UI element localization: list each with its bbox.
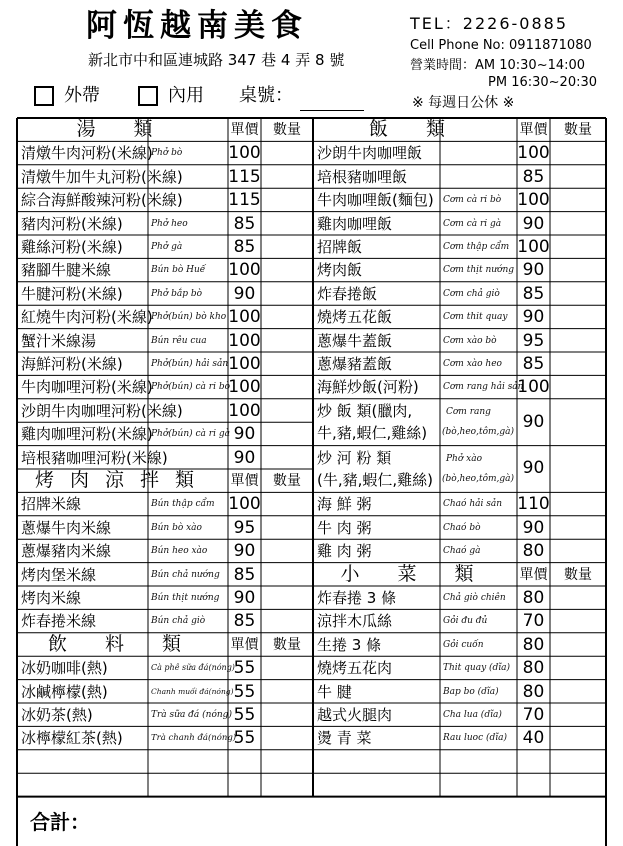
porridge-item-qty[interactable] xyxy=(550,539,606,562)
soup-item-qty[interactable] xyxy=(261,446,313,469)
cold-noodle-item-viet: Bún thập cẩm xyxy=(151,499,215,510)
soup-item-name: 綜合海鮮酸辣河粉(米線) xyxy=(21,191,183,210)
rice-item-name: 雞肉咖哩飯 xyxy=(317,214,393,233)
cold-noodle-item-qty[interactable] xyxy=(261,539,313,562)
porridge-item-price: 110 xyxy=(517,494,550,515)
soup-item-viet: Phở bò xyxy=(151,148,183,159)
rice-item-price: 90 xyxy=(522,307,545,328)
rice-item-qty[interactable] xyxy=(550,165,606,188)
soup-item-price: 100 xyxy=(228,354,261,374)
rice-section-quantity: 數量 xyxy=(564,122,592,138)
side-dish-item-qty[interactable] xyxy=(550,656,606,679)
fried-mix-viet-line2: (bò,heo,tôm,gà) xyxy=(442,474,515,484)
side-dish-item-price: 70 xyxy=(522,705,545,725)
rice-item-name: 沙朗牛肉咖哩飯 xyxy=(317,144,423,163)
soup-item-qty[interactable] xyxy=(261,422,313,445)
rice-item-viet: Cơm rang hải sản xyxy=(443,382,524,393)
rice-item-qty[interactable] xyxy=(550,258,606,281)
rice-item-price: 85 xyxy=(522,354,545,374)
soup-item-name: 沙朗牛肉咖哩河粉(米線) xyxy=(21,401,183,420)
soup-item-name: 雞絲河粉(米線) xyxy=(21,238,123,256)
soup-item-name: 牛肉咖哩河粉(米線) xyxy=(21,378,153,397)
rice-item-name: 牛肉咖哩飯(麵包) xyxy=(317,191,434,210)
takeout-label: 外帶 xyxy=(64,85,100,106)
drink-item-price: 55 xyxy=(233,728,256,749)
soup-item-qty[interactable] xyxy=(261,329,313,352)
side-dish-item-qty[interactable] xyxy=(550,703,606,726)
soup-item-price: 115 xyxy=(228,190,261,211)
opening-hours-am: 營業時間：AM 10:30~14:00 xyxy=(410,58,586,73)
rice-item-viet: Cơm thịt nướng xyxy=(443,265,515,276)
rice-item-name: 培根豬咖哩飯 xyxy=(317,167,408,186)
drink-item-name: 冰奶茶(熱) xyxy=(21,706,93,724)
rice-item-name: 海鮮炒飯(河粉) xyxy=(317,378,419,397)
soup-item-viet: Bún rêu cua xyxy=(151,335,207,346)
cold-noodle-item-name: 招牌米線 xyxy=(21,495,82,514)
soup-item-qty[interactable] xyxy=(261,258,313,281)
cold-noodle-item-name: 炸春捲米線 xyxy=(21,612,97,631)
rice-item-viet: Cơm thit quay xyxy=(443,312,508,323)
rice-item-qty[interactable] xyxy=(550,188,606,211)
cold-noodle-item-viet: Bún chả giò xyxy=(151,616,206,627)
soup-item-viet: Phở bắp bò xyxy=(151,288,203,299)
rice-item-qty[interactable] xyxy=(550,282,606,305)
telephone: TEL：2226-0885 xyxy=(410,14,569,33)
side-dish-item-viet: Cha lua (dĩa) xyxy=(443,710,502,720)
cold-noodle-section-unit-price: 單價 xyxy=(230,473,259,489)
fried-mix-viet-line1: Phở xào xyxy=(446,453,482,464)
fried-mix-name-line2: (牛,豬,蝦仁,雞絲) xyxy=(317,471,434,489)
cold-noodle-section-quantity: 數量 xyxy=(273,473,301,489)
rice-item-price: 100 xyxy=(517,190,550,211)
soup-item-viet: Bún bò Huế xyxy=(151,265,206,276)
rice-item-name: 炸春捲飯 xyxy=(317,284,378,303)
cold-noodle-item-qty[interactable] xyxy=(261,586,313,609)
soup-section-unit-price: 單價 xyxy=(230,122,259,138)
soup-item-price: 100 xyxy=(228,143,261,164)
drink-item-price: 55 xyxy=(233,658,256,679)
side-dish-section-quantity: 數量 xyxy=(564,566,592,583)
drink-item-name: 冰鹹檸檬(熱) xyxy=(21,682,108,701)
side-dish-item-name: 燒烤五花肉 xyxy=(317,659,393,678)
cold-noodle-item-viet: Bún chả nướng xyxy=(151,569,220,580)
rice-item-price: 100 xyxy=(517,143,550,164)
total-label: 合計： xyxy=(30,810,90,834)
side-dish-item-viet: Rau luoc (dĩa) xyxy=(443,733,508,744)
rice-section-unit-price: 單價 xyxy=(519,122,548,138)
cold-noodle-item-price: 95 xyxy=(233,517,256,538)
cold-noodle-item-viet: Bún bò xào xyxy=(151,522,202,533)
soup-item-qty[interactable] xyxy=(261,305,313,328)
soup-item-qty[interactable] xyxy=(261,235,313,258)
porridge-item-viet: Chaó hải sản xyxy=(443,499,503,510)
rice-item-price: 100 xyxy=(517,377,550,398)
cold-noodle-item-qty[interactable] xyxy=(261,563,313,586)
soup-item-price: 100 xyxy=(228,400,261,421)
soup-item-qty[interactable] xyxy=(261,212,313,235)
rice-item-name: 燒烤五花飯 xyxy=(317,308,393,327)
soup-item-name: 蟹汁米線湯 xyxy=(21,331,97,350)
side-dish-item-name: 炸春捲 3 條 xyxy=(317,589,397,607)
fried-mix-name-line2: 牛,豬,蝦仁,雞絲) xyxy=(317,424,428,443)
rice-item-viet: Cơm cà ri bò xyxy=(443,195,502,206)
rice-item-name: 招牌飯 xyxy=(317,238,363,256)
drink-item-viet: Trà chanh đá(nóng) xyxy=(151,733,237,744)
side-dish-item-price: 80 xyxy=(522,634,545,655)
soup-section-quantity: 數量 xyxy=(273,122,301,138)
rice-item-viet: Cơm xào bò xyxy=(443,335,497,346)
rice-section-title: 飯 類 xyxy=(368,118,462,140)
cold-noodle-item-name: 蔥爆牛肉米線 xyxy=(21,518,112,537)
side-dish-item-price: 40 xyxy=(522,728,545,749)
rice-item-price: 100 xyxy=(517,237,550,257)
side-dish-item-viet: Thit quay (dĩa) xyxy=(443,663,511,674)
drink-item-price: 55 xyxy=(233,681,256,702)
rice-item-qty[interactable] xyxy=(550,141,606,164)
soup-item-viet: Phở(bún) cà ri bò xyxy=(151,382,230,393)
soup-item-viet: Phở heo xyxy=(151,218,188,229)
rice-item-price: 95 xyxy=(522,330,545,351)
rice-item-price: 90 xyxy=(522,213,545,234)
side-dish-item-viet: Chả giò chiên xyxy=(443,593,506,603)
cold-noodle-item-price: 90 xyxy=(233,541,256,562)
side-dish-item-qty[interactable] xyxy=(550,680,606,703)
cold-noodle-item-qty[interactable] xyxy=(261,492,313,515)
dinein-label: 內用 xyxy=(168,85,204,106)
cold-noodle-item-price: 85 xyxy=(233,611,256,632)
drink-item-qty[interactable] xyxy=(261,680,313,703)
opening-hours-pm: PM 16:30~20:30 xyxy=(488,75,598,90)
side-dish-section-title: 小 菜 類 xyxy=(340,562,490,585)
restaurant-address: 新北市中和區連城路 347 巷 4 弄 8 號 xyxy=(88,51,345,69)
porridge-item-qty[interactable] xyxy=(550,492,606,515)
side-dish-item-name: 生捲 3 條 xyxy=(317,635,382,654)
table-number-label: 桌號： xyxy=(239,85,293,106)
soup-item-viet: Phở(bún) cà ri gà xyxy=(151,429,230,440)
soup-item-name: 豬肉河粉(米線) xyxy=(21,214,123,233)
drink-section-unit-price: 單價 xyxy=(230,636,259,653)
porridge-item-name: 雞 肉 粥 xyxy=(317,542,372,561)
rice-item-qty[interactable] xyxy=(550,375,606,398)
porridge-item-viet: Chaó gà xyxy=(443,546,481,557)
cold-noodle-item-name: 烤肉堡米線 xyxy=(21,565,97,584)
soup-item-qty[interactable] xyxy=(261,141,313,164)
rice-item-qty[interactable] xyxy=(550,212,606,235)
drink-item-qty[interactable] xyxy=(261,656,313,679)
drink-item-name: 冰檸檬紅茶(熱) xyxy=(21,729,123,748)
rice-item-qty[interactable] xyxy=(550,235,606,258)
soup-item-name: 紅燒牛肉河粉(米線) xyxy=(21,308,153,327)
side-dish-item-viet: Bap bo (dĩa) xyxy=(443,686,499,697)
side-dish-item-price: 70 xyxy=(522,611,545,632)
side-dish-item-viet: Gỏi đu đủ xyxy=(443,616,488,627)
rice-item-price: 90 xyxy=(522,260,545,281)
rice-item-qty[interactable] xyxy=(550,305,606,328)
soup-item-name: 清燉牛加牛丸河粉(米線) xyxy=(21,167,183,186)
soup-item-name: 培根豬咖哩河粉(米線) xyxy=(21,448,168,467)
porridge-item-price: 90 xyxy=(522,517,545,538)
drink-section-quantity: 數量 xyxy=(273,636,301,653)
soup-item-price: 100 xyxy=(228,377,261,398)
fried-mix-price: 90 xyxy=(522,411,545,432)
rice-item-name: 蔥爆牛蓋飯 xyxy=(317,331,393,350)
fried-mix-qty[interactable] xyxy=(550,399,606,446)
drink-item-price: 55 xyxy=(233,705,256,725)
cold-noodle-item-viet: Bún thịt nướng xyxy=(151,593,220,603)
soup-item-price: 85 xyxy=(233,237,256,257)
closed-day-notice: ※ 每週日公休 ※ xyxy=(412,95,515,111)
soup-item-price: 100 xyxy=(228,307,261,328)
soup-item-name: 海鮮河粉(米線) xyxy=(21,355,123,373)
soup-item-name: 清燉牛肉河粉(米線) xyxy=(21,144,153,163)
side-dish-item-name: 牛 腱 xyxy=(317,682,352,701)
porridge-item-qty[interactable] xyxy=(550,516,606,539)
rice-item-name: 蔥爆豬蓋飯 xyxy=(317,355,393,373)
soup-item-name: 雞肉咖哩河粉(米線) xyxy=(21,425,153,444)
side-dish-item-price: 80 xyxy=(522,588,545,608)
fried-mix-qty[interactable] xyxy=(550,446,606,493)
soup-item-price: 85 xyxy=(233,213,256,234)
side-dish-item-price: 80 xyxy=(522,658,545,679)
soup-item-qty[interactable] xyxy=(261,165,313,188)
drink-item-qty[interactable] xyxy=(261,726,313,749)
soup-item-qty[interactable] xyxy=(261,352,313,375)
drink-item-viet: Trà sữa đá (nóng) xyxy=(151,710,232,720)
drink-section-title: 飲 料 類 xyxy=(47,632,198,655)
rice-item-qty[interactable] xyxy=(550,352,606,375)
porridge-item-name: 牛 肉 粥 xyxy=(317,518,372,537)
fried-mix-price: 90 xyxy=(522,458,545,479)
restaurant-title: 阿恆越南美食 xyxy=(86,8,308,44)
side-dish-item-qty[interactable] xyxy=(550,609,606,632)
rice-item-viet: Cơm chả giò xyxy=(443,288,500,299)
cold-noodle-item-qty[interactable] xyxy=(261,609,313,632)
soup-item-viet: Phở gà xyxy=(151,242,183,252)
fried-mix-viet-line2: (bò,heo,tôm,gà) xyxy=(442,427,515,438)
soup-item-viet: Phở(bún) hải sản xyxy=(151,359,229,369)
side-dish-item-price: 80 xyxy=(522,681,545,702)
cold-noodle-item-name: 蔥爆豬肉米線 xyxy=(21,542,112,561)
cold-noodle-item-price: 85 xyxy=(233,564,256,585)
drink-item-qty[interactable] xyxy=(261,703,313,726)
fried-mix-name-line1: 炒 飯 類(臘肉, xyxy=(317,401,413,420)
soup-item-qty[interactable] xyxy=(261,375,313,398)
side-dish-item-name: 越式火腿肉 xyxy=(317,706,393,724)
soup-item-name: 豬腳牛腱米線 xyxy=(21,261,112,280)
side-dish-section-unit-price: 單價 xyxy=(519,566,548,583)
fried-mix-name-line1: 炒 河 粉 類 xyxy=(317,448,392,467)
soup-item-price: 115 xyxy=(228,166,261,187)
side-dish-item-name: 燙 青 菜 xyxy=(317,729,372,748)
soup-item-price: 90 xyxy=(233,447,256,468)
side-dish-item-qty[interactable] xyxy=(550,586,606,609)
rice-item-viet: Cơm cà ri gà xyxy=(443,218,502,229)
side-dish-item-qty[interactable] xyxy=(550,633,606,656)
soup-section-title: 湯 類 xyxy=(76,118,169,140)
cell-phone: Cell Phone No: 0911871080 xyxy=(410,38,592,53)
cold-noodle-item-price: 90 xyxy=(233,588,256,608)
rice-item-qty[interactable] xyxy=(550,329,606,352)
cold-noodle-section-title: 烤肉涼拌類 xyxy=(34,469,210,491)
rice-item-name: 烤肉飯 xyxy=(317,261,363,280)
cold-noodle-item-name: 烤肉米線 xyxy=(21,589,82,607)
porridge-item-name: 海 鮮 粥 xyxy=(317,495,372,514)
cold-noodle-item-viet: Bún heo xào xyxy=(151,546,208,557)
rice-item-viet: Cơm xào heo xyxy=(443,359,502,369)
fried-mix-viet-line1: Cơm rang xyxy=(446,406,491,417)
cold-noodle-item-qty[interactable] xyxy=(261,516,313,539)
drink-item-name: 冰奶咖啡(熱) xyxy=(21,659,108,678)
soup-item-qty[interactable] xyxy=(261,282,313,305)
side-dish-item-name: 涼拌木瓜絲 xyxy=(317,612,393,631)
soup-item-qty[interactable] xyxy=(261,399,313,422)
rice-item-price: 85 xyxy=(522,283,545,304)
side-dish-item-viet: Gỏi cuốn xyxy=(443,639,484,650)
drink-item-viet: Cà phê sữa đá(nóng) xyxy=(151,663,235,673)
rice-item-price: 85 xyxy=(522,166,545,187)
side-dish-item-qty[interactable] xyxy=(550,726,606,749)
soup-item-price: 100 xyxy=(228,260,261,281)
soup-item-price: 90 xyxy=(233,424,256,445)
cold-noodle-item-price: 100 xyxy=(228,494,261,515)
soup-item-price: 100 xyxy=(228,330,261,351)
porridge-item-price: 80 xyxy=(522,541,545,562)
soup-item-qty[interactable] xyxy=(261,188,313,211)
porridge-item-viet: Chaó bò xyxy=(443,522,481,533)
soup-item-price: 90 xyxy=(233,283,256,304)
rice-item-viet: Cơm thập cẩm xyxy=(443,242,510,252)
drink-item-viet: Chanh muối đá(nóng) xyxy=(151,686,234,696)
soup-item-viet: Phở(bún) bò kho xyxy=(151,312,227,323)
soup-item-name: 牛腱河粉(米線) xyxy=(21,284,123,303)
